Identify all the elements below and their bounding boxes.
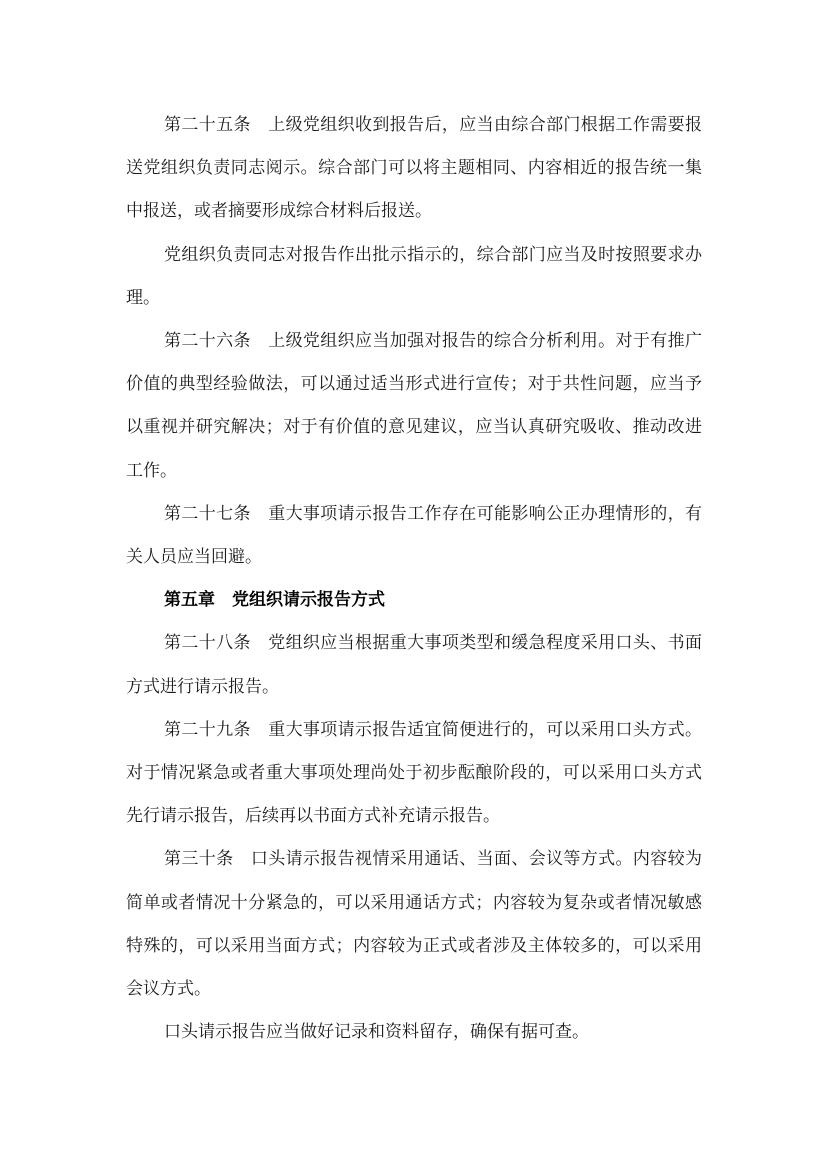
paragraph-article-29: 第二十九条 重大事项请示报告适宜简便进行的，可以采用口头方式。对于情况紧急或者重大事项处理尚处于初步酝酿阶段的，可以采用口头方式先行请示报告，后续再以书面方式补充请示报告。 <box>126 719 702 827</box>
paragraph-article-27: 第二十七条 重大事项请示报告工作存在可能影响公正办理情形的，有关人员应当回避。 <box>126 503 702 568</box>
document-body <box>126 104 702 1054</box>
paragraph-article-30: 第三十条 口头请示报告视情采用通话、当面、会议等方式。内容较为简单或者情况十分紧急的，可以采用通话方式；内容较为复杂或者情况敏感特殊的，可以采用当面方式；内容较为正式或者涉及主体较多的，可以采用会议方式。 <box>126 849 702 1000</box>
paragraph-oral-report-records: 口头请示报告应当做好记录和资料留存，确保有据可查。 <box>164 1022 589 1043</box>
paragraph-article-26: 第二十六条 上级党组织应当加强对报告的综合分析利用。对于有推广价值的典型经验做法，可以通过适当形式进行宣传；对于共性问题，应当予以重视并研究解决；对于有价值的意见建议，应当认真研究吸收、推动改进工作。 <box>126 331 702 481</box>
paragraph-article-28: 第二十八条 党组织应当根据重大事项类型和缓急程度采用口头、书面方式进行请示报告。 <box>126 633 702 697</box>
paragraph-article-25: 第二十五条 上级党组织收到报告后，应当由综合部门根据工作需要报送党组织负责同志阅示。综合部门可以将主题相同、内容相近的报告统一集中报送，或者摘要形成综合材料后报送。 <box>126 115 702 222</box>
chapter-heading: 第五章 党组织请示报告方式 <box>164 590 385 611</box>
paragraph-instruction-handling: 党组织负责同志对报告作出批示指示的，综合部门应当及时按照要求办理。 <box>126 244 702 308</box>
